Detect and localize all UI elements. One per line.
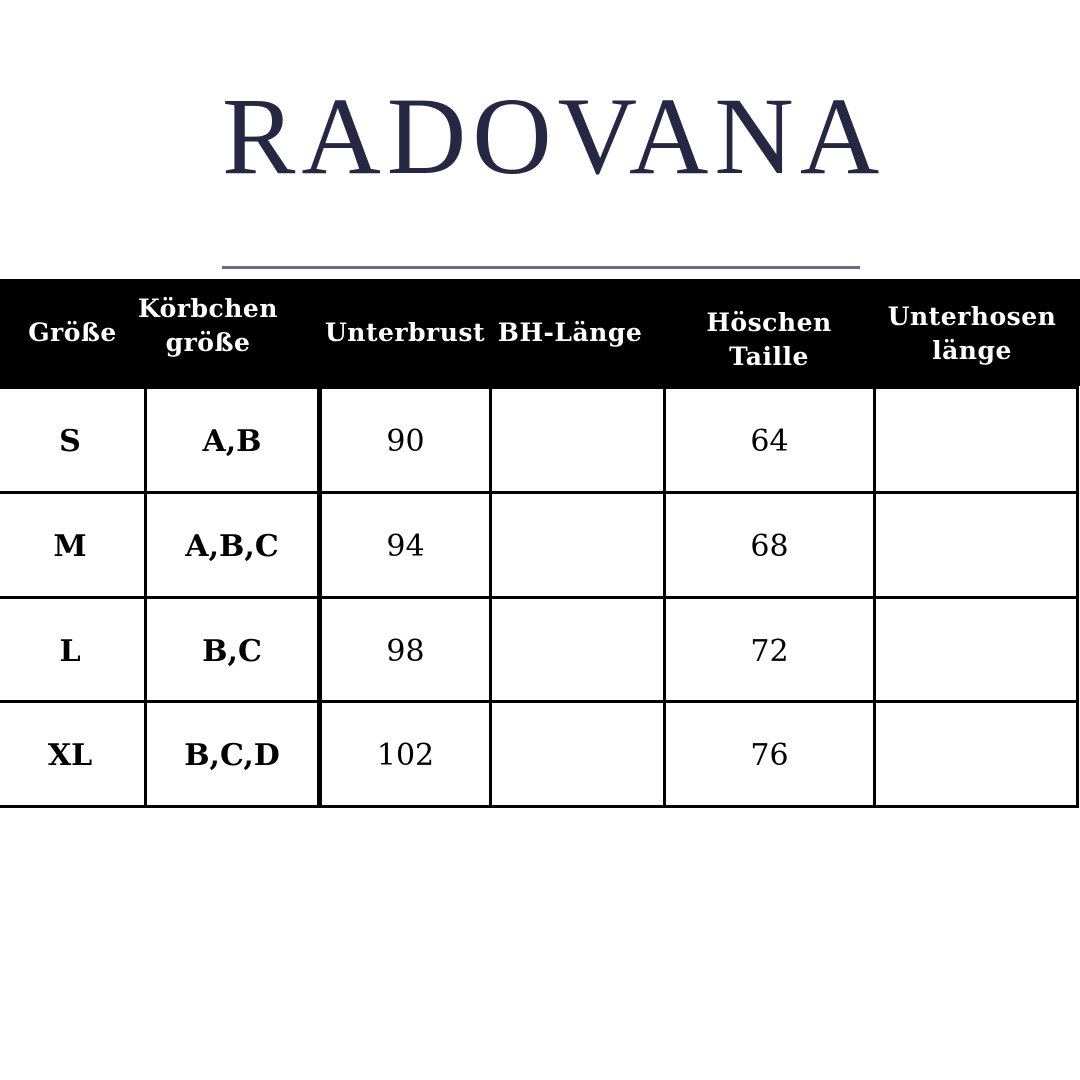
cell-size: M [53,528,87,564]
cell-panty-waist: 76 [750,737,789,773]
cell-underbust: 102 [376,737,435,773]
cell-cup: A,B,C [185,528,279,564]
brand-name: RADOVANA [222,75,886,197]
cell-panty-waist: 72 [750,633,789,669]
cell-underbust: 94 [386,528,425,564]
size-table [0,386,1080,808]
cell-underbust: 90 [386,423,425,459]
cell-bra-length [492,389,663,493]
cell-cup: B,C,D [184,737,280,773]
cell-underpants-length [876,494,1076,598]
cell-cup: B,C [202,633,262,669]
cell-bra-length [492,494,663,598]
cell-panty-waist: 68 [750,528,789,564]
header-underpants-length: Unterhosen länge [887,301,1057,365]
cell-cup: A,B [202,423,262,459]
cell-size: L [59,633,81,669]
header-size: Größe [28,317,117,347]
cell-panty-waist: 64 [750,423,789,459]
cell-bra-length [492,703,663,807]
header-bra-length: BH-Länge [497,317,643,347]
header-cup-size: Körbchen größe [138,293,278,357]
cell-underpants-length [876,599,1076,703]
cell-size: S [59,423,81,459]
header-panty-waist: Höschen Taille [706,307,832,371]
cell-bra-length [492,599,663,703]
cell-underpants-length [876,389,1076,493]
cell-size: XL [47,737,93,773]
cell-underpants-length [876,703,1076,807]
cell-underbust: 98 [386,633,425,669]
brand-underline [222,266,860,269]
brand-logo [222,75,886,197]
header-underbust: Unterbrust [324,317,486,347]
